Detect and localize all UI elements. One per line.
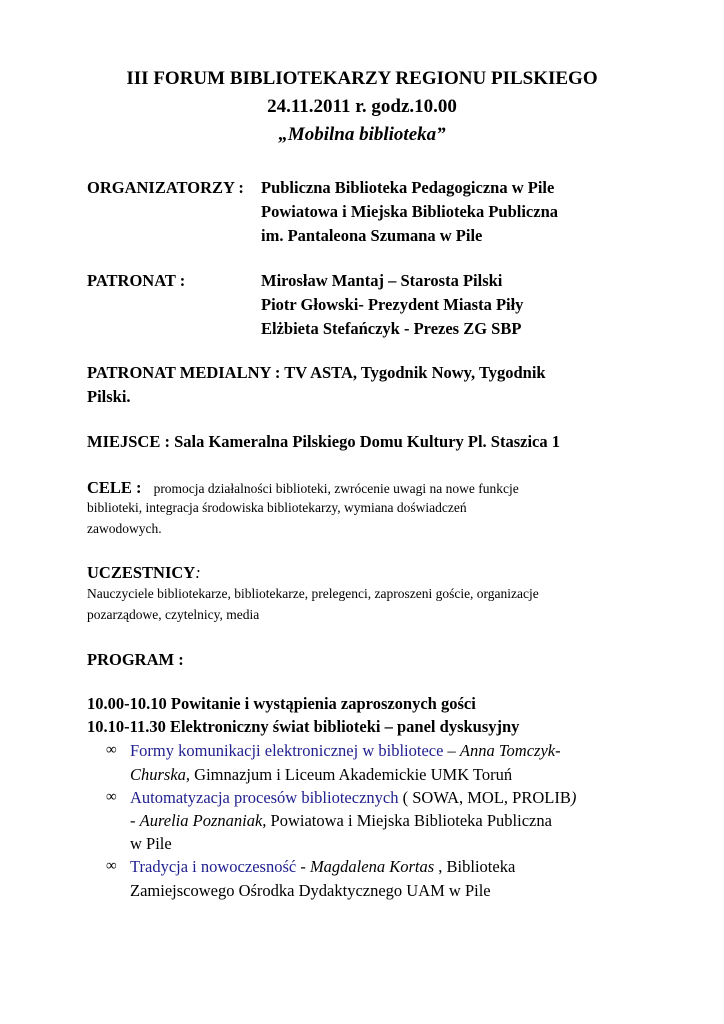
session-speaker: Anna Tomczyk- — [459, 741, 561, 760]
program-item: 10.00-10.10 Powitanie i wystąpienia zaproszonych gości — [87, 694, 476, 713]
goals-label: CELE : — [87, 478, 142, 497]
forum-title: III FORUM BIBLIOTEKARZY REGIONU PILSKIEGO — [126, 68, 598, 89]
session-topic: Tradycja i nowoczesność — [130, 857, 297, 876]
session-line — [130, 741, 561, 761]
patronage-label: PATRONAT : — [87, 271, 186, 290]
session-organization: Zamiejscowego Ośrodka Dydaktycznego UAM w Pile — [130, 881, 491, 900]
session-dash: – — [443, 741, 460, 760]
session-organization: Gimnazjum i Liceum Akademickie UMK Toruń — [190, 765, 513, 784]
goals-text: promocja działalności biblioteki, zwrócenie uwagi na nowe funkcje — [153, 481, 519, 496]
infinity-bullet-icon: ∞ — [106, 858, 117, 874]
place: MIEJSCE : Sala Kameralna Pilskiego Domu Kultury Pl. Staszica 1 — [87, 432, 561, 451]
patron-line: Mirosław Mantaj – Starosta Pilski — [261, 271, 503, 290]
session-speaker: Aurelia Poznaniak, — [139, 811, 267, 830]
session-systems: ( SOWA, MOL, PROLIB — [398, 788, 571, 807]
session-speaker: Magdalena Kortas — [309, 857, 435, 876]
infinity-bullet-icon: ∞ — [106, 742, 117, 758]
session-organization: w Pile — [130, 834, 172, 853]
session-line — [130, 788, 576, 808]
participants-text: Nauczyciele bibliotekarze, bibliotekarze, prelegenci, zaproszeni goście, organizacje — [87, 586, 539, 601]
organizers-label: ORGANIZATORZY : — [87, 178, 244, 197]
patron-line: Elżbieta Stefańczyk - Prezes ZG SBP — [261, 319, 522, 338]
session-line — [130, 811, 552, 831]
session-dash: - — [130, 811, 140, 830]
goals-text: zawodowych. — [87, 521, 162, 536]
participants-text: pozarządowe, czytelnicy, media — [87, 607, 260, 622]
session-organization: Powiatowa i Miejska Biblioteka Publiczna — [266, 811, 552, 830]
session-line — [130, 765, 512, 785]
session-line — [130, 857, 515, 877]
infinity-bullet-icon: ∞ — [106, 789, 117, 805]
participants-label: UCZESTNICY — [87, 563, 196, 582]
media-patronage-cont: Pilski. — [87, 387, 131, 406]
goals-first-line — [87, 478, 519, 498]
forum-date: 24.11.2011 r. godz.10.00 — [267, 96, 457, 117]
participants-heading — [87, 563, 201, 583]
organizer-line: Powiatowa i Miejska Biblioteka Publiczna — [261, 202, 558, 221]
session-topic: Formy komunikacji elektronicznej w bibliotece — [130, 741, 444, 760]
forum-subtitle: „Mobilna biblioteka” — [278, 124, 446, 145]
session-topic: Automatyzacja procesów bibliotecznych — [130, 788, 399, 807]
program-item: 10.10-11.30 Elektroniczny świat biblioteki – panel dyskusyjny — [87, 717, 520, 736]
session-paren: ) — [570, 788, 577, 807]
participants-colon: : — [195, 563, 201, 582]
program-label: PROGRAM : — [87, 650, 184, 669]
media-patronage: PATRONAT MEDIALNY : TV ASTA, Tygodnik Nowy, Tygodnik — [87, 363, 546, 382]
organizer-line: im. Pantaleona Szumana w Pile — [261, 226, 483, 245]
goals-text: biblioteki, integracja środowiska bibliotekarzy, wymiana doświadczeń — [87, 500, 467, 515]
session-speaker: Churska, — [130, 765, 191, 784]
patron-line: Piotr Głowski- Prezydent Miasta Piły — [261, 295, 524, 314]
session-dash: - — [296, 857, 310, 876]
organizer-line: Publiczna Biblioteka Pedagogiczna w Pile — [261, 178, 555, 197]
session-organization: , Biblioteka — [434, 857, 516, 876]
